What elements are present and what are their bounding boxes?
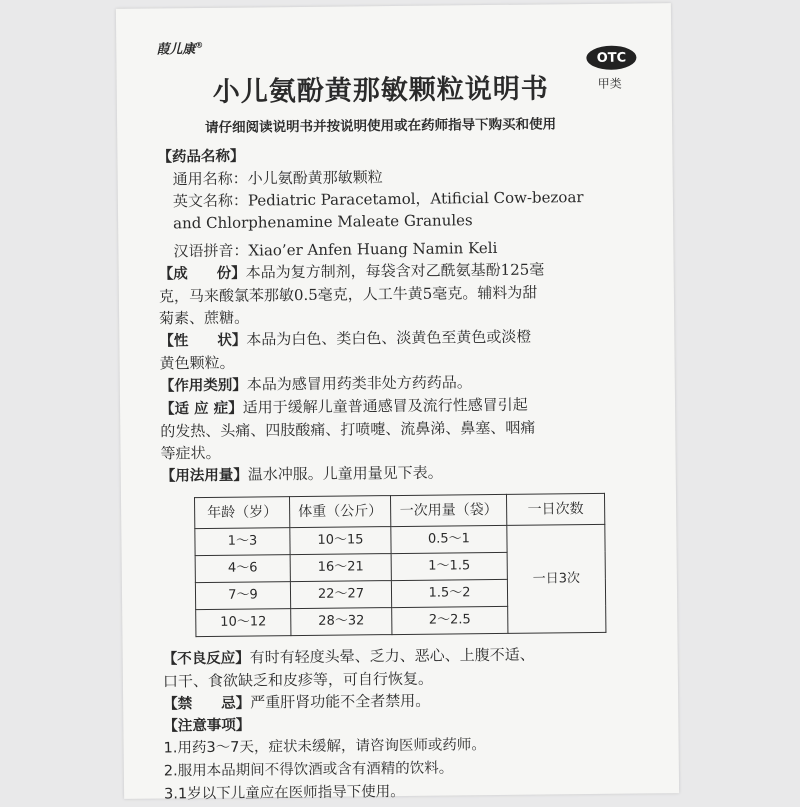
section-header-adverse: 【不良反应】: [162, 650, 250, 668]
indications-text-2: 的发热、头痛、四肢酸痛、打喷嚏、流鼻涕、鼻塞、咽痛: [160, 418, 536, 441]
cell-weight: 22～27: [290, 581, 391, 609]
cell-weight: 10～15: [290, 527, 391, 555]
dose-table-wrapper: [194, 492, 652, 637]
cell-weight: 28～32: [291, 608, 392, 636]
english-name-value-1: Pediatric Paracetamol，Atificial Cow-bezoar: [247, 188, 584, 210]
contra-text: 严重肝肾功能不全者禁用。: [250, 691, 431, 712]
cell-dose: 0.5～1: [391, 525, 507, 553]
cell-age: 1～3: [195, 528, 290, 556]
cell-dose: 1.5～2: [391, 579, 507, 607]
header-age: 年龄（岁）: [195, 497, 290, 529]
dose-table-header-row: [195, 493, 605, 528]
adverse-text-1: 有时有轻度头晕、乏力、恶心、上腹不适、: [249, 645, 535, 667]
header-daily-frequency: 一日次数: [506, 493, 604, 525]
cell-frequency: 一日3次: [507, 524, 606, 633]
cell-age: 10～12: [196, 609, 291, 637]
ingredients-text-1: 本品为复方制剂，每袋含对乙酰氨基酚125毫: [245, 260, 545, 282]
document-title: 小儿氨酚黄那敏颗粒说明书: [212, 73, 549, 108]
cell-dose: 1～1.5: [391, 552, 507, 580]
category-text: 本品为感冒用药类非处方药药品。: [246, 373, 472, 394]
leaflet-page: [116, 3, 679, 803]
indications-text-1: 适用于缓解儿童普通感冒及流行性感冒引起: [242, 395, 528, 417]
appearance-text-2: 黄色颗粒。: [159, 353, 235, 373]
section-header-dosage: 【用法用量】: [160, 467, 248, 485]
generic-name-label: 通用名称：: [172, 169, 248, 189]
cell-age: 4～6: [195, 555, 290, 583]
ingredients-text-2: 克，马来酸氯苯那敏0.5毫克，人工牛黄5毫克。辅料为甜: [158, 283, 538, 306]
brand-name: 葭儿康: [156, 42, 196, 58]
brand-logo: [156, 38, 203, 57]
precautions-list: [164, 732, 655, 806]
otc-badge: OTC: [586, 45, 636, 70]
adverse-text-2: 口干、食欲缺乏和皮疹等，可自行恢复。: [162, 669, 434, 691]
section-header-indications: 【适 应 症】: [159, 400, 243, 418]
indications-text-3: 等症状。: [160, 443, 221, 463]
section-header-contraindications: 【禁 忌】: [163, 695, 251, 713]
section-header-ingredients: 【成 份】: [158, 265, 246, 283]
otc-class-label: 甲类: [597, 76, 622, 91]
section-header-appearance: 【性 状】: [159, 332, 247, 350]
dose-table: [194, 493, 606, 637]
appearance-text-1: 本品为白色、类白色、淡黄色至黄色或淡橙: [246, 327, 532, 349]
pinyin-value: Xiao’er Anfen Huang Namin Keli: [248, 238, 498, 260]
header-weight: 体重（公斤）: [289, 496, 390, 528]
registered-mark: ®: [195, 40, 204, 50]
table-row: [195, 524, 605, 555]
document-subtitle: 请仔细阅读说明书并按说明使用或在药师指导下购买和使用: [205, 116, 557, 136]
cell-weight: 16～21: [290, 554, 391, 582]
header-single-dose: 一次用量（袋）: [390, 494, 506, 526]
cell-dose: 2～2.5: [392, 606, 508, 634]
leaflet-content: [157, 141, 654, 806]
dosage-text: 温水冲服。儿童用量见下表。: [247, 463, 443, 484]
section-header-precautions: 【注意事项】: [163, 717, 251, 735]
ingredients-text-3: 菊素、蔗糖。: [159, 308, 250, 328]
section-header-drug-name: 【药品名称】: [157, 148, 245, 166]
list-item: 3.1岁以下儿童应在医师指导下使用。: [164, 783, 405, 803]
cell-age: 7～9: [195, 582, 290, 610]
section-header-category: 【作用类别】: [159, 377, 247, 395]
dosage-row: [161, 459, 651, 487]
english-name-value-2: and Chlorphenamine Maleate Granules: [173, 211, 473, 233]
generic-name-value: 小儿氨酚黄那敏颗粒: [247, 168, 383, 188]
english-name-label: 英文名称：: [172, 191, 249, 211]
list-item: 2.服用本品期间不得饮酒或含有酒精的饮料。: [163, 760, 454, 780]
list-item: 1.用药3～7天，症状未缓解，请咨询医师或药师。: [163, 737, 486, 757]
pinyin-label: 汉语拼音：: [173, 241, 249, 261]
